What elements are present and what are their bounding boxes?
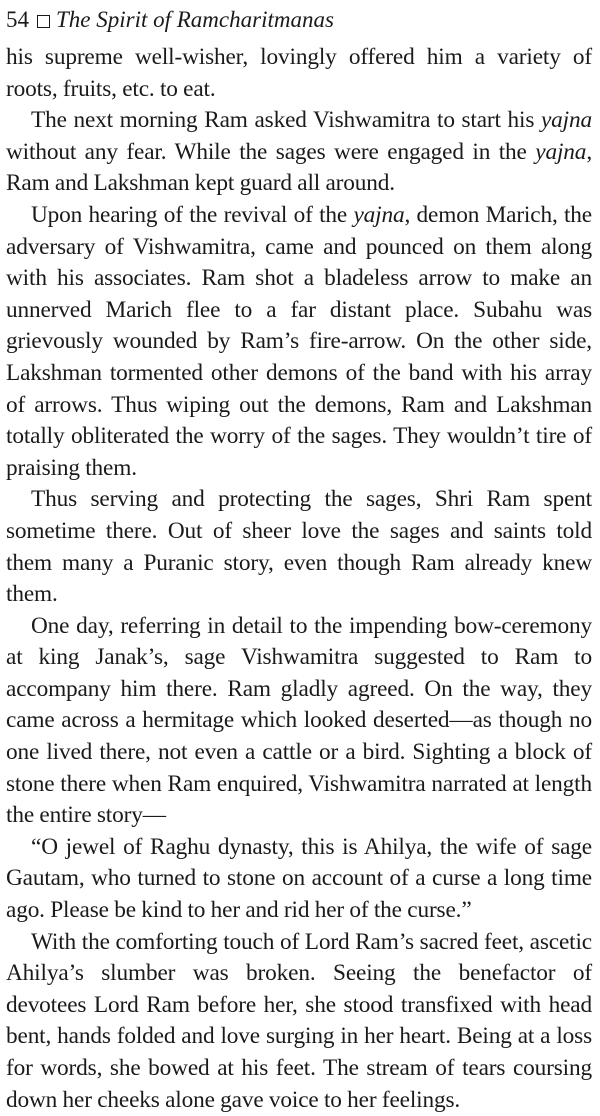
paragraph-p7: [6, 927, 592, 1116]
paragraph-p5: [6, 611, 592, 832]
paragraph-text: With the comforting touch of Lord Ram’s sacred feet, ascetic Ahilya’s slumber was broken. Seeing the benefactor of devotees Lord Ram before her, she stood transfixed with head bent, hands folded and love surging in her heart. Being at a loss for words, she bowed at his feet. The stream of tears coursing down her cheeks alone gave voice to her feelings.: [6, 928, 592, 1113]
hollow-square-icon: [37, 15, 50, 28]
paragraph-text: , demon Marich, the adversary of Vishwamitra, came and pounced on them along with his associates. Ram shot a bladeless arrow to make an unnerved Marich flee to a far distant place. Subahu was grievously wounded by Ram’s fire-arrow. On the other side, Lakshman tormented other demons of the band with his array of arrows. Thus wiping out the demons, Ram and Lakshman totally obliterated the worry of the sages. They wouldn’t tire of praising them.: [6, 201, 592, 481]
italic-term: yajna: [535, 138, 587, 165]
body-text: [6, 42, 592, 1116]
paragraph-p4: [6, 484, 592, 610]
paragraph-p1: [6, 42, 592, 105]
paragraph-text: “O jewel of Raghu dynasty, this is Ahilya, the wife of sage Gautam, who turned to stone on account of a curse a long time ago. Please be kind to her and rid her of the curse.”: [6, 833, 592, 924]
paragraph-p3: [6, 200, 592, 484]
italic-term: yajna: [353, 201, 405, 228]
paragraph-text: Thus serving and protecting the sages, Shri Ram spent sometime there. Out of sheer love the sages and saints told them many a Puranic story, even though Ram already knew them.: [6, 486, 592, 608]
paragraph-p2: [6, 105, 592, 200]
paragraph-text: without any fear. While the sages were engaged in the: [6, 138, 536, 165]
paragraph-text: The next morning Ram asked Vishwamitra to start his: [31, 107, 541, 134]
paragraph-text: , Ram and Lakshman kept guard all around.: [6, 138, 592, 197]
page-number: 54: [6, 7, 29, 32]
paragraph-text: his supreme well-wisher, lovingly offered him a variety of roots, fruits, etc. to eat.: [6, 44, 592, 102]
running-head: [6, 4, 334, 36]
paragraph-text: Upon hearing of the revival of the: [31, 201, 354, 228]
book-title: The Spirit of Ramcharitmanas: [56, 7, 334, 32]
paragraph-text: One day, referring in detail to the impending bow-ceremony at king Janak’s, sage Vishwamitra suggested to Ram to accompany him there. Ram gladly agreed. On the way, they came across a hermitage which looked deserted—as though no one lived there, not even a cattle or a bird. Sighting a block of stone there when Ram enquired, Vishwamitra narrated at length the entire story—: [6, 612, 592, 829]
paragraph-p6: [6, 832, 592, 927]
italic-term: yajna: [540, 107, 592, 134]
